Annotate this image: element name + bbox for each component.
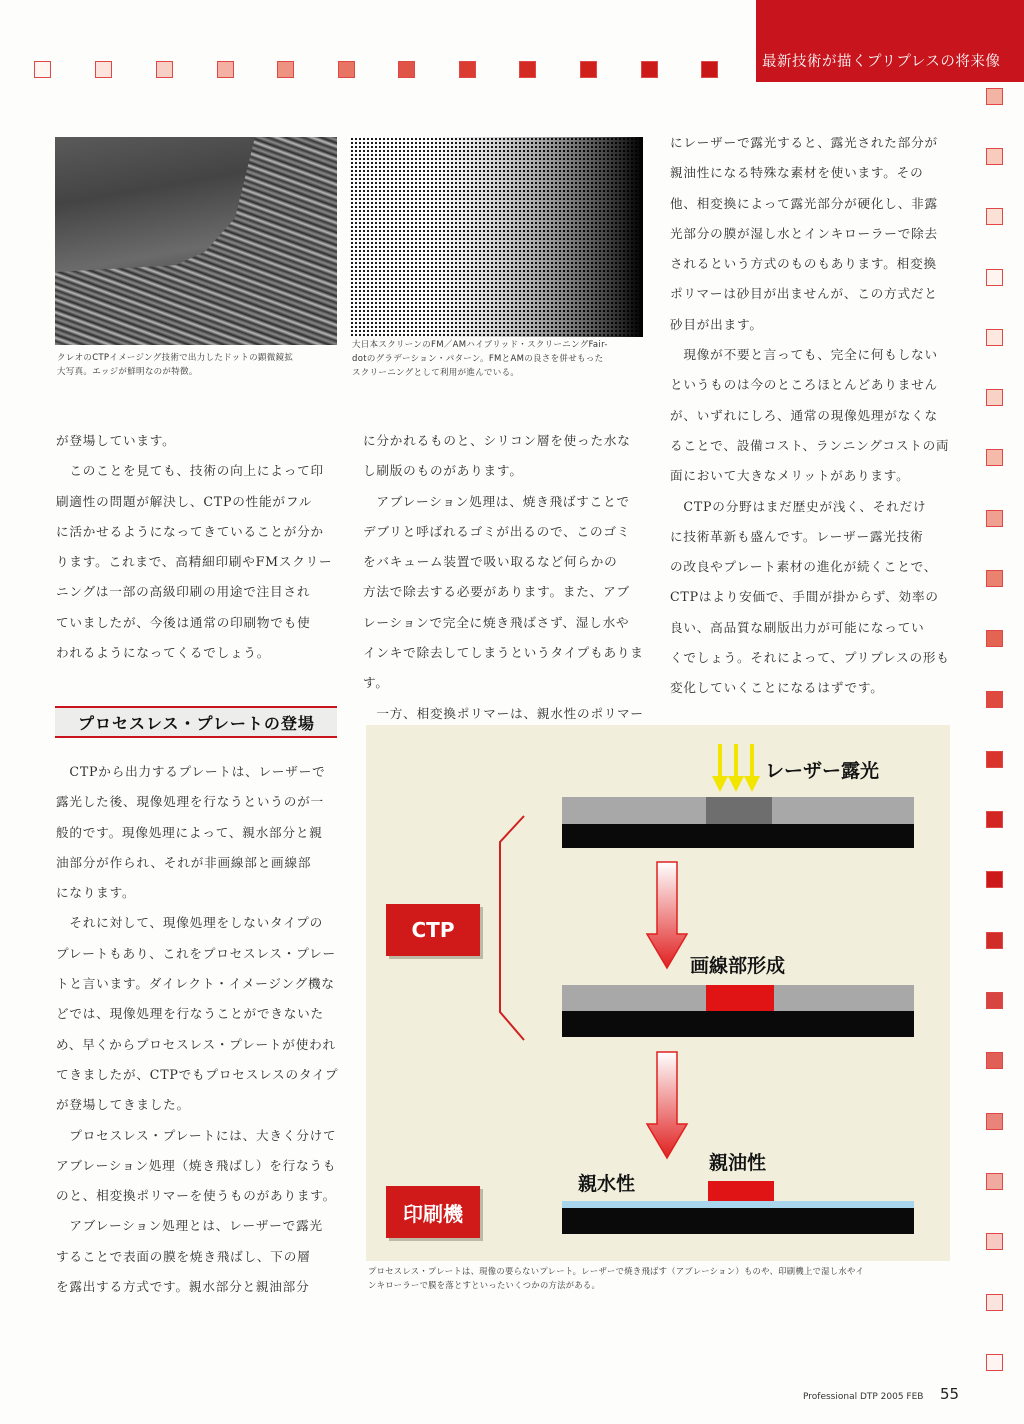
body-line: CTPから出力するプレートは、レーザーで	[56, 764, 326, 779]
caption-line: プロセスレス・プレートは、現像の要らないプレート。レーザーで焼き飛ばす（アブレーション）ものや、印刷機上で湿し水やイ	[368, 1266, 865, 1276]
column-2-text	[363, 426, 653, 729]
plate-1-base	[562, 824, 914, 848]
body-line: ることで、設備コスト、ランニングコストの両	[670, 437, 950, 453]
deco-square	[986, 691, 1003, 708]
deco-square	[986, 88, 1003, 105]
body-line: くでしょう。それによって、プリプレスの形も	[670, 650, 950, 666]
deco-square	[277, 61, 294, 78]
body-line: 砂目が出ます。	[670, 316, 763, 332]
body-line: われるようになってくるでしょう。	[56, 645, 271, 661]
caption-line: スクリーニングとして利用が進んでいる。	[352, 368, 520, 378]
caption-line: dotのグラデーション・パターン。FMとAMの良さを併せもった	[352, 354, 604, 364]
deco-square	[986, 751, 1003, 768]
body-line: をバキューム装置で吸い取るなど何らかの	[363, 554, 618, 570]
body-line: 油部分が作られ、それが非画線部と画線部	[56, 854, 312, 870]
section-heading: プロセスレス・プレートの登場	[78, 714, 315, 733]
body-line: にレーザーで露光すると、露光された部分が	[670, 135, 938, 150]
body-line: デブリと呼ばれるゴミが出るので、このゴミ	[363, 523, 631, 539]
body-line: CTPはより安価で、手間が掛からず、効率の	[670, 589, 939, 605]
body-line: プレートもあり、これをプロセスレス・プレー	[56, 945, 336, 961]
deco-square	[986, 329, 1003, 346]
body-line: 方法で除去する必要があります。また、アブ	[363, 584, 630, 600]
laser-exposure-label: レーザー露光	[765, 760, 880, 782]
body-line: 般的です。現像処理によって、親水部分と親	[56, 824, 323, 840]
deco-square	[986, 1233, 1003, 1250]
ctp-tag: CTP	[386, 904, 480, 956]
body-line: のと、相変換ポリマーを使うものがあります。	[56, 1188, 337, 1204]
deco-square	[217, 61, 234, 78]
deco-square	[986, 510, 1003, 527]
laser-arrows-icon	[708, 742, 768, 794]
column-1-top-text	[56, 426, 346, 668]
body-line: ポリマーは砂目が出ませんが、この方式だと	[670, 286, 938, 302]
body-line: が登場しています。	[56, 433, 176, 448]
deco-square	[986, 1173, 1003, 1190]
deco-square	[986, 1052, 1003, 1069]
body-line: アブレーション処理（焼き飛ばし）を行なうも	[56, 1157, 337, 1173]
hydrophilic-label: 親水性	[578, 1173, 636, 1195]
body-line: 光部分の膜が湿し水とインキローラーで除去	[670, 225, 938, 241]
body-line: 刷適性の問題が解決し、CTPの性能がフル	[56, 493, 313, 509]
body-line: インキで除去してしまうというタイプもあります。	[363, 645, 644, 691]
body-line: が、いずれにしろ、通常の現像処理がなくな	[670, 407, 938, 423]
body-line: を露出する方式です。親水部分と親油部分	[56, 1279, 310, 1295]
body-line: CTPの分野はまだ歴史が浅く、それだけ	[670, 498, 927, 514]
deco-square	[986, 1354, 1003, 1371]
halftone-gradation-photo	[350, 137, 643, 337]
deco-square	[986, 208, 1003, 225]
deco-square	[580, 61, 597, 78]
magazine-footer: Professional DTP 2005 FEB	[803, 1392, 924, 1402]
body-line: に活かせるようになってきていることが分か	[56, 523, 324, 539]
body-line: に技術革新も盛んです。レーザー露光技術	[670, 528, 924, 544]
page-number: 55	[940, 1385, 960, 1403]
image-area-formation-label: 画線部形成	[690, 955, 786, 977]
body-line: 他、相変換によって露光部分が硬化し、非露	[670, 195, 938, 211]
halftone-photo-caption	[352, 338, 652, 380]
deco-square	[986, 148, 1003, 165]
press-tag: 印刷機	[386, 1186, 480, 1238]
body-line: 露光した後、現像処理を行なうというのが一	[56, 794, 324, 810]
down-arrow-icon	[645, 860, 689, 972]
body-line: に分かれるものと、シリコン層を使った水な	[363, 433, 631, 448]
caption-line: ンキローラーで膜を落とすといったいくつかの方法がある。	[368, 1280, 601, 1290]
body-line: それに対して、現像処理をしないタイプの	[56, 915, 323, 931]
ctp-bracket	[490, 812, 530, 1044]
deco-square	[986, 811, 1003, 828]
plate-3-water-layer	[562, 1201, 914, 1208]
body-line: し刷版のものがあります。	[363, 463, 523, 479]
body-line: 良い、高品質な刷版出力が可能になってい	[670, 619, 925, 635]
body-line: 面において大きなメリットがあります。	[670, 468, 910, 484]
deco-square	[641, 61, 658, 78]
plate-3-ink-area	[708, 1181, 774, 1201]
deco-square	[986, 992, 1003, 1009]
body-line: トと言います。ダイレクト・イメージング機な	[56, 976, 335, 992]
body-line: アブレーション処理とは、レーザーで露光	[56, 1218, 323, 1234]
body-line: になります。	[56, 885, 136, 901]
body-line: が登場してきました。	[56, 1097, 190, 1113]
caption-line: 大写真。エッジが鮮明なのが特徴。	[57, 367, 198, 377]
deco-square	[34, 61, 51, 78]
deco-square	[986, 570, 1003, 587]
body-line: レーションで完全に焼き飛ばさず、湿し水や	[363, 614, 630, 630]
deco-square	[701, 61, 718, 78]
plate-2-image-area	[706, 985, 774, 1011]
body-line: 一方、相変換ポリマーは、親水性のポリマー	[363, 705, 644, 721]
column-1-bottom-text	[56, 757, 348, 1302]
caption-line: クレオのCTPイメージング技術で出力したドットの顕微鏡拡	[57, 353, 294, 363]
deco-square	[156, 61, 173, 78]
body-line: てきましたが、CTPでもプロセスレスのタイプ	[56, 1066, 339, 1082]
body-line: どでは、現像処理を行なうことができないた	[56, 1006, 324, 1022]
deco-square	[986, 871, 1003, 888]
down-arrow-icon	[645, 1050, 689, 1162]
column-3-text	[670, 128, 962, 704]
diagram-caption	[368, 1264, 968, 1292]
deco-square	[459, 61, 476, 78]
body-line: されるという方式のものもあります。相変換	[670, 256, 937, 272]
deco-square	[986, 1113, 1003, 1130]
plate-2-base	[562, 1011, 914, 1037]
deco-square	[986, 1294, 1003, 1311]
body-line: ニングは一部の高級印刷の用途で注目され	[56, 584, 311, 600]
deco-square	[986, 269, 1003, 286]
body-line: ります。これまで、高精細印刷やFMスクリー	[56, 554, 333, 570]
body-line: アブレーション処理は、焼き飛ばすことで	[363, 493, 630, 509]
deco-square	[398, 61, 415, 78]
deco-square	[986, 389, 1003, 406]
deco-square	[986, 449, 1003, 466]
running-header-title: 最新技術が描くプリプレスの将来像	[762, 54, 1001, 70]
sem-photo-caption	[57, 351, 347, 379]
body-line: め、早くからプロセスレス・プレートが使われ	[56, 1036, 336, 1052]
body-line: の改良やプレート素材の進化が続くことで、	[670, 559, 938, 575]
body-line: 現像が不要と言っても、完全に何もしない	[670, 347, 938, 363]
body-line: プロセスレス・プレートには、大きく分けて	[56, 1127, 337, 1143]
body-line: ていましたが、今後は通常の印刷物でも使	[56, 614, 311, 630]
caption-line: 大日本スクリーンのFM／AMハイブリッド・スクリーニングFair-	[352, 340, 608, 350]
body-line: というものは今のところほとんどありません	[670, 377, 938, 393]
deco-square	[519, 61, 536, 78]
deco-square	[338, 61, 355, 78]
plate-1-exposed-area	[706, 797, 772, 824]
deco-square	[986, 630, 1003, 647]
oleophilic-label: 親油性	[709, 1152, 767, 1174]
plate-3-base	[562, 1208, 914, 1234]
deco-square	[986, 932, 1003, 949]
deco-square	[95, 61, 112, 78]
body-line: 変化していくことになるはずです。	[670, 680, 884, 696]
body-line: することで表面の膜を焼き飛ばし、下の層	[56, 1248, 311, 1264]
body-line: 親油性になる特殊な素材を使います。その	[670, 165, 924, 181]
body-line: このことを見ても、技術の向上によって印	[56, 463, 324, 479]
